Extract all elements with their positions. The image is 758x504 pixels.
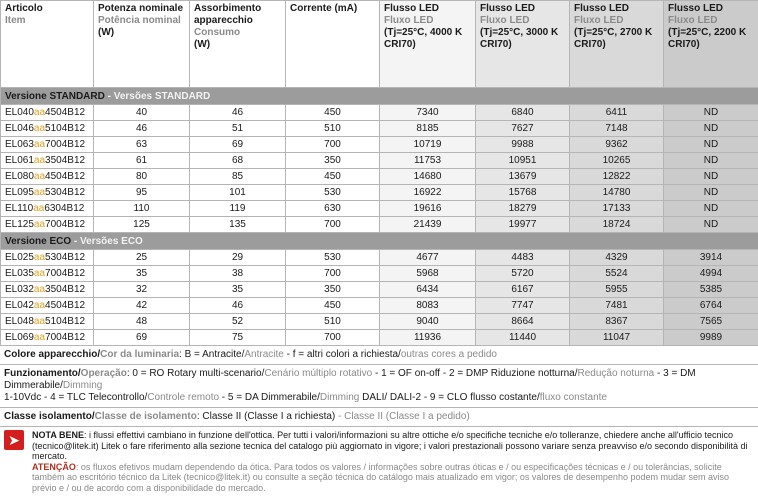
item-code: EL035aa7004B12 — [1, 266, 94, 282]
item-code: EL125aa7004B12 — [1, 217, 94, 233]
cell-f3000: 6840 — [476, 105, 570, 121]
table-row — [1, 185, 758, 201]
item-code: EL042aa4504B12 — [1, 298, 94, 314]
note-classe: Classe isolamento/Classe de isolamento: Classe II (Classe I a richiesta) - Classe II (Classe I a pedido) — [0, 408, 758, 427]
cell-f2700: 10265 — [570, 153, 664, 169]
header-flux-4000k: Flusso LED Fluxo LED (Tj=25°C, 4000 K CRI70) — [380, 1, 476, 88]
cell-power: 35 — [94, 266, 190, 282]
cell-f2200: 6764 — [664, 298, 758, 314]
cell-power: 69 — [94, 330, 190, 346]
table-row — [1, 298, 758, 314]
header-current: Corrente (mA) — [286, 1, 380, 88]
note-nota-bene: ➤ NOTA BENE: i flussi effettivi cambiano in funzione dell'ottica. Per tutti i valori/informazioni su altre ottiche e/o specifiche tecniche e/o tolleranze, chiedere anche all'ufficio tecnico (tecnico@litek.it) Litek o fare riferimento alla sezione tecnica del catalogo più aggiornato in vigore; i valori prestazionali possono variare senza preavviso e/o secondo disponibilità di mercato. ATENÇÃO: os fluxos efetivos mudam dependendo da ótica. Para todos os valores / informações sobre outras óticas e / ou especificações técnicas e / ou tolerâncias, solicite também ao escritório técnico da Litek (tecnico@litek.it) ou consulte a seção técnica do catálogo mais atualizado em vigor; os valores de desempenho podem mudar sem aviso prévio e / ou de acordo com a disponibilidade do mercado. — [0, 427, 758, 496]
cell-f2700: 11047 — [570, 330, 664, 346]
table-row — [1, 137, 758, 153]
header-item: Articolo Item — [1, 1, 94, 88]
cell-f4000: 9040 — [380, 314, 476, 330]
table-row — [1, 201, 758, 217]
table-row — [1, 266, 758, 282]
cell-current: 700 — [286, 217, 380, 233]
section-title: Versione STANDARD - Versões STANDARD — [1, 88, 758, 105]
notes-section — [0, 346, 758, 496]
cell-power: 46 — [94, 121, 190, 137]
header-absorption: Assorbimento apparecchio Consumo (W) — [190, 1, 286, 88]
table-row — [1, 330, 758, 346]
cell-abs: 85 — [190, 169, 286, 185]
cell-f3000: 11440 — [476, 330, 570, 346]
cell-f2200: ND — [664, 201, 758, 217]
cell-f2700: 12822 — [570, 169, 664, 185]
cell-abs: 35 — [190, 282, 286, 298]
cell-f3000: 6167 — [476, 282, 570, 298]
table-row — [1, 282, 758, 298]
cell-f2200: ND — [664, 217, 758, 233]
cell-power: 110 — [94, 201, 190, 217]
cell-f2200: 3914 — [664, 250, 758, 266]
note-funzionamento: Funzionamento/Operação: 0 = RO Rotary multi-scenario/Cenário múltiplo rotativo - 1 = OF on-off - 2 = DMP Riduzione notturna/Redução noturna - 3 = DM Dimmerabile/Dimming 1-10Vdc - 4 = TLC Telecontrollo/Controle remoto - 5 = DA Dimmerabile/Dimming DALI/ DALI-2 - 9 = CLO flusso costante/fluxo constante — [0, 365, 758, 408]
item-code: EL110aa6304B12 — [1, 201, 94, 217]
cell-abs: 46 — [190, 298, 286, 314]
cell-f4000: 6434 — [380, 282, 476, 298]
cell-f3000: 18279 — [476, 201, 570, 217]
cell-current: 350 — [286, 153, 380, 169]
cell-current: 700 — [286, 137, 380, 153]
cell-current: 700 — [286, 330, 380, 346]
cell-f3000: 10951 — [476, 153, 570, 169]
cell-f4000: 19616 — [380, 201, 476, 217]
cell-power: 48 — [94, 314, 190, 330]
table-row — [1, 169, 758, 185]
item-code: EL095aa5304B12 — [1, 185, 94, 201]
cell-f2200: ND — [664, 137, 758, 153]
table-row — [1, 217, 758, 233]
cell-f3000: 5720 — [476, 266, 570, 282]
section-header — [1, 88, 758, 105]
cell-f3000: 9988 — [476, 137, 570, 153]
cell-current: 530 — [286, 185, 380, 201]
cell-power: 63 — [94, 137, 190, 153]
note-colore: Colore apparecchio/Cor da luminaria: B = Antracite/Antracite - f = altri colori a richiesta/outras cores a pedido — [0, 346, 758, 365]
cell-current: 450 — [286, 105, 380, 121]
cell-power: 61 — [94, 153, 190, 169]
cell-abs: 51 — [190, 121, 286, 137]
cell-current: 450 — [286, 298, 380, 314]
cell-f2700: 5524 — [570, 266, 664, 282]
cell-f2700: 5955 — [570, 282, 664, 298]
cell-abs: 101 — [190, 185, 286, 201]
cell-f2200: 7565 — [664, 314, 758, 330]
cell-f4000: 21439 — [380, 217, 476, 233]
cell-current: 350 — [286, 282, 380, 298]
table-row — [1, 314, 758, 330]
cell-f2700: 14780 — [570, 185, 664, 201]
item-code: EL080aa4504B12 — [1, 169, 94, 185]
cell-f2200: ND — [664, 105, 758, 121]
cell-abs: 75 — [190, 330, 286, 346]
item-code: EL046aa5104B12 — [1, 121, 94, 137]
cell-power: 42 — [94, 298, 190, 314]
header-flux-2700k: Flusso LED Fluxo LED (Tj=25°C, 2700 K CRI70) — [570, 1, 664, 88]
cell-abs: 68 — [190, 153, 286, 169]
cell-f3000: 19977 — [476, 217, 570, 233]
table-header-row — [1, 1, 758, 88]
section-title: Versione ECO - Versões ECO — [1, 233, 758, 250]
header-flux-2200k: Flusso LED Fluxo LED (Tj=25°C, 2200 K CRI70) — [664, 1, 758, 88]
cell-abs: 38 — [190, 266, 286, 282]
cell-f4000: 10719 — [380, 137, 476, 153]
header-flux-3000k: Flusso LED Fluxo LED (Tj=25°C, 3000 K CRI70) — [476, 1, 570, 88]
cell-abs: 69 — [190, 137, 286, 153]
table-row — [1, 250, 758, 266]
item-code: EL025aa5304B12 — [1, 250, 94, 266]
cell-f2200: ND — [664, 153, 758, 169]
cell-f3000: 7627 — [476, 121, 570, 137]
cell-f3000: 8664 — [476, 314, 570, 330]
cell-abs: 29 — [190, 250, 286, 266]
cell-f2700: 4329 — [570, 250, 664, 266]
table-body — [1, 88, 758, 346]
cell-f2200: 4994 — [664, 266, 758, 282]
cell-f2200: ND — [664, 121, 758, 137]
cell-f4000: 16922 — [380, 185, 476, 201]
cell-f3000: 7747 — [476, 298, 570, 314]
cell-current: 510 — [286, 314, 380, 330]
cell-f2700: 8367 — [570, 314, 664, 330]
cell-f2700: 18724 — [570, 217, 664, 233]
table-row — [1, 121, 758, 137]
section-header — [1, 233, 758, 250]
warning-icon: ➤ — [4, 430, 24, 450]
table-row — [1, 153, 758, 169]
header-power: Potenza nominale Potência nominal (W) — [94, 1, 190, 88]
cell-current: 700 — [286, 266, 380, 282]
cell-current: 510 — [286, 121, 380, 137]
cell-f4000: 11753 — [380, 153, 476, 169]
cell-power: 32 — [94, 282, 190, 298]
cell-power: 25 — [94, 250, 190, 266]
cell-f2700: 9362 — [570, 137, 664, 153]
cell-power: 80 — [94, 169, 190, 185]
cell-f4000: 7340 — [380, 105, 476, 121]
cell-current: 530 — [286, 250, 380, 266]
cell-f2700: 7481 — [570, 298, 664, 314]
cell-abs: 46 — [190, 105, 286, 121]
cell-f4000: 4677 — [380, 250, 476, 266]
cell-f2700: 7148 — [570, 121, 664, 137]
item-code: EL063aa7004B12 — [1, 137, 94, 153]
cell-current: 630 — [286, 201, 380, 217]
cell-power: 125 — [94, 217, 190, 233]
cell-f4000: 8083 — [380, 298, 476, 314]
cell-f2200: 9989 — [664, 330, 758, 346]
cell-power: 95 — [94, 185, 190, 201]
cell-f4000: 14680 — [380, 169, 476, 185]
cell-f2200: 5385 — [664, 282, 758, 298]
item-code: EL040aa4504B12 — [1, 105, 94, 121]
table-row — [1, 105, 758, 121]
item-code: EL048aa5104B12 — [1, 314, 94, 330]
cell-f3000: 13679 — [476, 169, 570, 185]
cell-f3000: 4483 — [476, 250, 570, 266]
item-code: EL061aa3504B12 — [1, 153, 94, 169]
cell-abs: 135 — [190, 217, 286, 233]
item-code: EL032aa3504B12 — [1, 282, 94, 298]
item-code: EL069aa7004B12 — [1, 330, 94, 346]
cell-f3000: 15768 — [476, 185, 570, 201]
cell-f2700: 17133 — [570, 201, 664, 217]
cell-f4000: 8185 — [380, 121, 476, 137]
cell-f2200: ND — [664, 169, 758, 185]
cell-f2700: 6411 — [570, 105, 664, 121]
cell-power: 40 — [94, 105, 190, 121]
cell-f4000: 5968 — [380, 266, 476, 282]
cell-current: 450 — [286, 169, 380, 185]
cell-f2200: ND — [664, 185, 758, 201]
cell-f4000: 11936 — [380, 330, 476, 346]
cell-abs: 119 — [190, 201, 286, 217]
cell-abs: 52 — [190, 314, 286, 330]
